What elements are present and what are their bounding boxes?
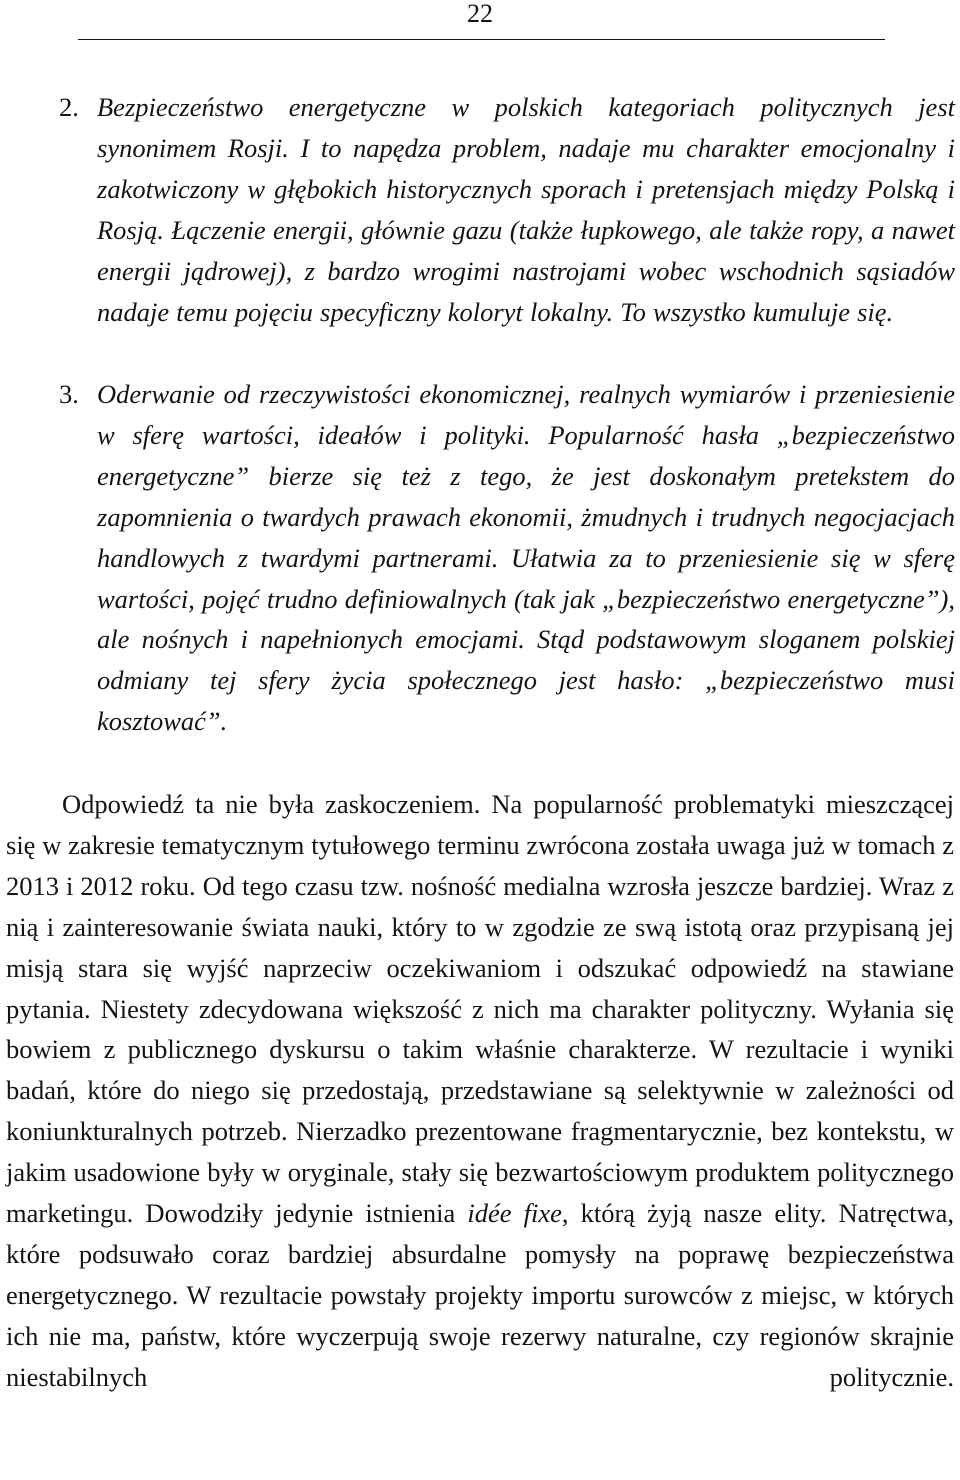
body-text-part: Odpowiedź ta nie była zaskoczeniem. Na popularność problematyki mieszczącej się w zakresie tematycznym tytułowego terminu zwrócona została uwaga już w tomach z 2013 i 2012 roku. Od tego czasu tzw. nośność medialna wzrosła jeszcze bardziej. Wraz z nią i zainteresowanie świata nauki, który to w zgodzie ze swą istotą oraz przypisaną jej misją stara się wyjść naprzeciw oczekiwaniom i odszukać odpowiedź na stawiane pytania. Niestety zdecydowana większość z nich ma charakter polityczny. Wyłania się bowiem z publicznego dyskursu o takim właśnie charakterze. W rezultacie i wyniki badań, które do niego się przedostają, przedstawiane są selektywnie w zależności od koniunkturalnych potrzeb. Nierzadko prezentowane fragmentarycznie, bez kontekstu, w jakim usadowione były w oryginale, stały się bezwartościowym produktem politycznego marketingu. Dowodziły jedynie istnienia bbox=[6, 789, 954, 1229]
page-number: 22 bbox=[467, 0, 493, 28]
list-item-marker: 2. bbox=[59, 92, 79, 122]
body-paragraph bbox=[6, 784, 954, 1398]
list-item bbox=[59, 374, 955, 742]
list-item bbox=[59, 87, 955, 332]
body-text-part: , którą żyją nasze elity. Natręctwa, które podsuwało coraz bardziej absurdalne pomysły na poprawę bezpieczeństwa energetycznego. W rezultacie powstały projekty importu surowców z miejsc, w których ich nie ma, państw, które wyczerpują swoje rezerwy naturalne, czy regionów skrajnie niestabilnych politycznie. bbox=[6, 1198, 955, 1392]
list-item-text: Oderwanie od rzeczywistości ekonomicznej, realnych wymiarów i przeniesienie w sferę wartości, ideałów i polityki. Popularność hasła „bezpieczeństwo energetyczne” bierze się też z tego, że jest doskonałym pretekstem do zapomnienia o twardych prawach ekonomii, żmudnych i trudnych negocjacjach handlowych z twardymi partnerami. Ułatwia za to przeniesienie się w sferę wartości, pojęć trudno definiowalnych (tak jak „bezpieczeństwo energetyczne”), ale nośnych i napełnionych emocjami. Stąd podstawowym sloganem polskiej odmiany tej sfery życia społecznego jest hasło: „bezpieczeństwo musi kosztować”. bbox=[97, 379, 955, 737]
italic-phrase: idée fixe bbox=[467, 1198, 562, 1229]
list-item-marker: 3. bbox=[59, 379, 79, 409]
header-rule bbox=[78, 39, 885, 40]
list-item-text: Bezpieczeństwo energetyczne w polskich kategoriach politycznych jest synonimem Rosji. I to napędza problem, nadaje mu charakter emocjonalny i zakotwiczony w głębokich historycznych sporach i pretensjach między Polską i Rosją. Łączenie energii, głównie gazu (także łupkowego, ale także ropy, a nawet energii jądrowej), z bardzo wrogimi nastrojami wobec wschodnich sąsiadów nadaje temu pojęciu specyficzny koloryt lokalny. To wszystko kumuluje się. bbox=[97, 92, 955, 327]
